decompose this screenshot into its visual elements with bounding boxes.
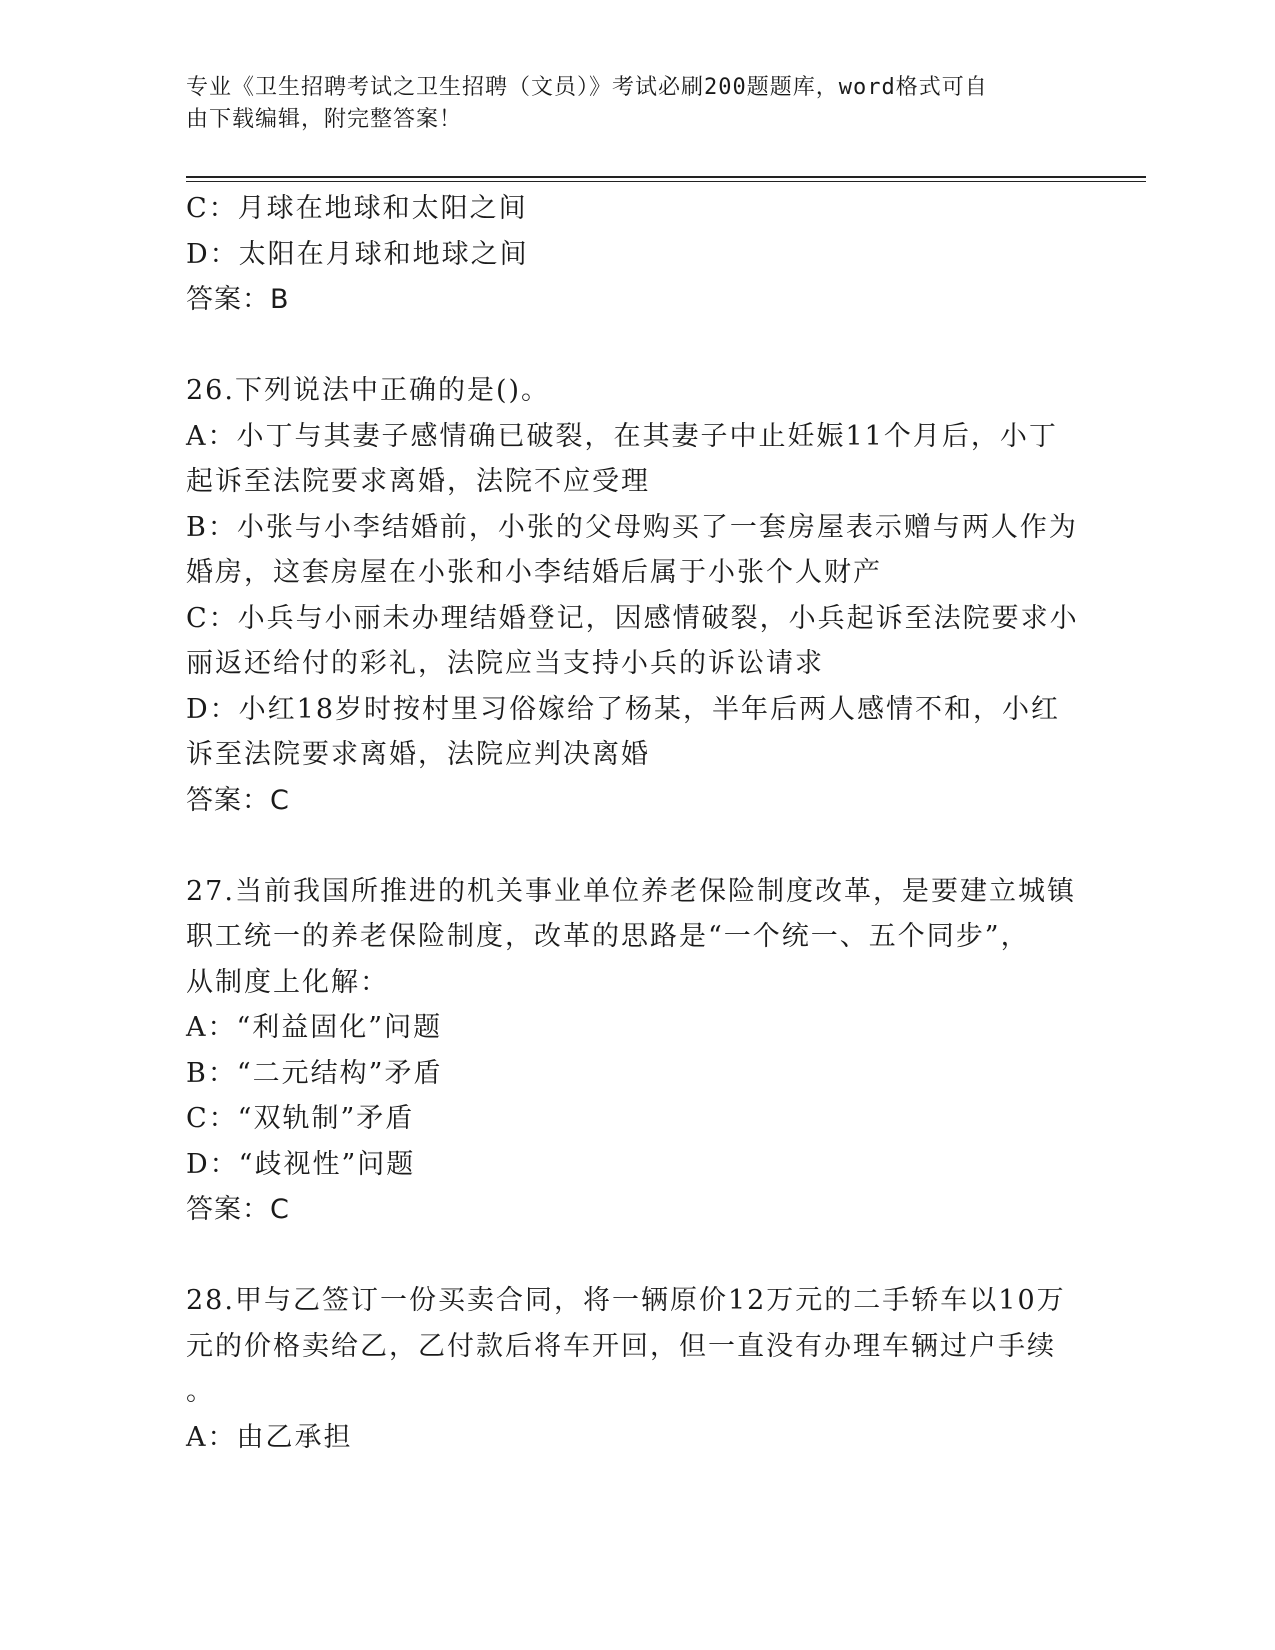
question-list: [186, 186, 1079, 1460]
option-d-continued: 诉至法院要求离婚，法院应判决离婚: [186, 739, 650, 770]
option-c: C：“双轨制”矛盾: [186, 1103, 415, 1134]
question-25: [186, 186, 1066, 323]
question-28: [186, 1278, 1066, 1460]
header-divider-thick: [186, 176, 1146, 178]
question-stem: 27.当前我国所推进的机关事业单位养老保险制度改革，是要建立城镇: [186, 875, 1076, 907]
answer-line: 答案：C: [186, 1194, 290, 1225]
option-c-continued: 丽返还给付的彩礼，法院应当支持小兵的诉讼请求: [186, 648, 824, 679]
option-a: A：“利益固化”问题: [186, 1012, 443, 1043]
header-line-1: 专业《卫生招聘考试之卫生招聘（文员）》考试必刷200题题库，word格式可自: [186, 75, 988, 100]
option-a: A：小丁与其妻子感情确已破裂，在其妻子中止妊娠11个月后，小丁: [186, 420, 1058, 452]
question-stem-continued: 职工统一的养老保险制度，改革的思路是“一个统一、五个同步”，: [186, 921, 1030, 952]
option-b-continued: 婚房，这套房屋在小张和小李结婚后属于小张个人财产: [186, 557, 882, 588]
option-b: B：“二元结构”矛盾: [186, 1057, 443, 1089]
question-26: [186, 368, 1079, 823]
option-b: B：小张与小李结婚前，小张的父母购买了一套房屋表示赠与两人作为: [186, 511, 1078, 543]
option-a: A：由乙承担: [186, 1421, 353, 1453]
question-27: [186, 869, 1076, 1233]
option-d: D：“歧视性”问题: [186, 1148, 416, 1180]
question-stem-continued: 从制度上化解：: [186, 966, 389, 998]
option-c: C：月球在地球和太阳之间: [186, 193, 528, 224]
question-stem: 26.下列说法中正确的是()。: [186, 375, 551, 406]
option-d: D：太阳在月球和地球之间: [186, 238, 529, 270]
option-c: C：小兵与小丽未办理结婚登记，因感情破裂，小兵起诉至法院要求小: [186, 602, 1079, 634]
option-a-continued: 起诉至法院要求离婚，法院不应受理: [186, 466, 650, 497]
spacer: [186, 1233, 1066, 1279]
spacer: [186, 823, 1066, 869]
question-stem-continued: 元的价格卖给乙，乙付款后将车开回，但一直没有办理车辆过户手续: [186, 1330, 1056, 1362]
answer-line: 答案：C: [186, 784, 290, 816]
option-d: D：小红18岁时按村里习俗嫁给了杨某，半年后两人感情不和，小红: [186, 693, 1061, 725]
header-divider-thin: [186, 181, 1146, 182]
header-line-2: 由下载编辑，附完整答案！: [186, 107, 463, 132]
question-stem: 28.甲与乙签订一份买卖合同，将一辆原价12万元的二手轿车以10万: [186, 1285, 1066, 1316]
answer-line: 答案：B: [186, 284, 290, 315]
document-header: [186, 72, 1066, 136]
question-stem-continued: 。: [186, 1376, 215, 1407]
spacer: [186, 323, 1066, 369]
